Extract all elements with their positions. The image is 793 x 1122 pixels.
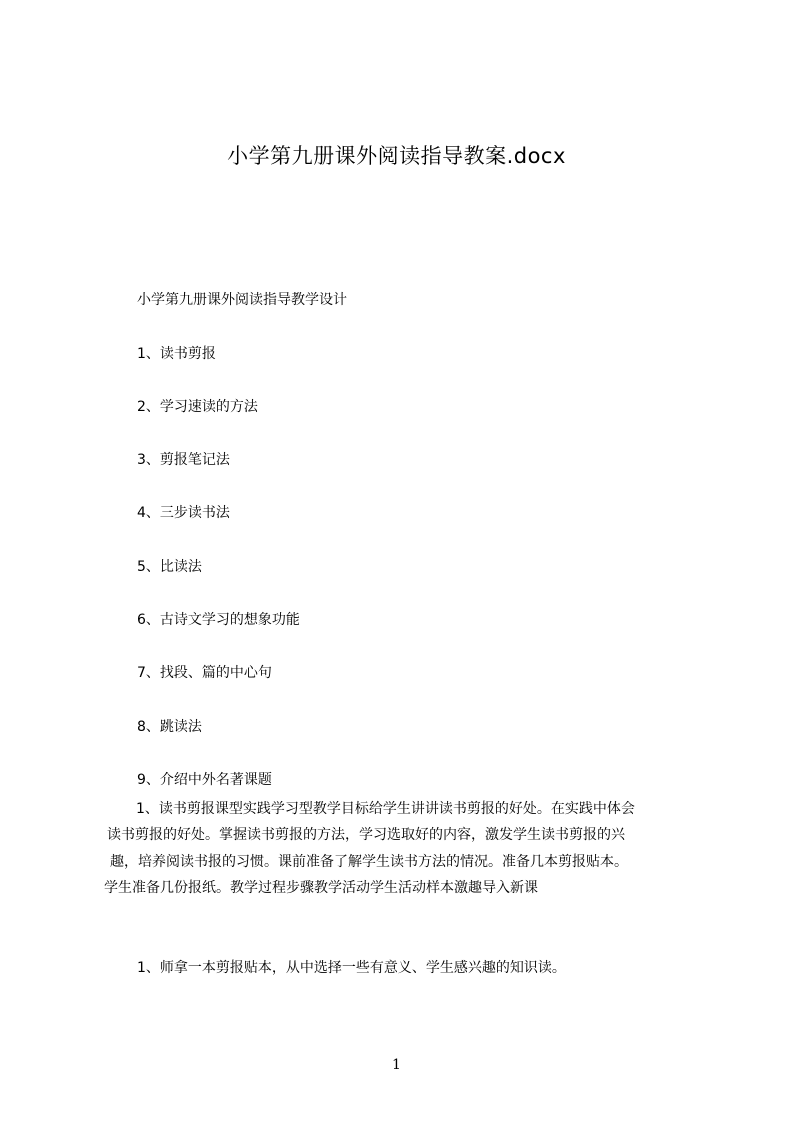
- paragraph-line: 1、读书剪报课型实践学习型教学目标给学生讲讲读书剪报的好处。在实践中体会: [136, 801, 635, 817]
- list-item: 9、介绍中外名著课题: [137, 772, 272, 788]
- body-line: 1、师拿一本剪报贴本，从中选择一些有意义、学生感兴趣的知识读。: [137, 960, 566, 976]
- page-number: 1: [392, 1057, 401, 1073]
- list-item: 2、学习速读的方法: [137, 399, 258, 415]
- list-item: 4、三步读书法: [137, 505, 230, 521]
- list-item: 3、剪报笔记法: [137, 452, 230, 468]
- paragraph-line: 学生准备几份报纸。教学过程步骤教学活动学生活动样本激趣导入新课: [104, 879, 538, 896]
- list-item: 7、找段、篇的中心句: [137, 665, 272, 681]
- list-item: 1、读书剪报: [137, 346, 216, 362]
- paragraph-line: 趣，培养阅读书报的习惯。课前准备了解学生读书方法的情况。准备几本剪报贴本。: [110, 853, 628, 870]
- document-title: 小学第九册课外阅读指导教案.docx: [227, 144, 566, 168]
- list-item: 6、古诗文学习的想象功能: [137, 612, 300, 628]
- list-item: 8、跳读法: [137, 719, 202, 735]
- list-item: 5、比读法: [137, 559, 202, 575]
- body-paragraph: [104, 796, 716, 901]
- document-heading: 小学第九册课外阅读指导教学设计: [137, 292, 347, 308]
- paragraph-line: 读书剪报的好处。掌握读书剪报的方法，学习选取好的内容，激发学生读书剪报的兴: [107, 827, 625, 844]
